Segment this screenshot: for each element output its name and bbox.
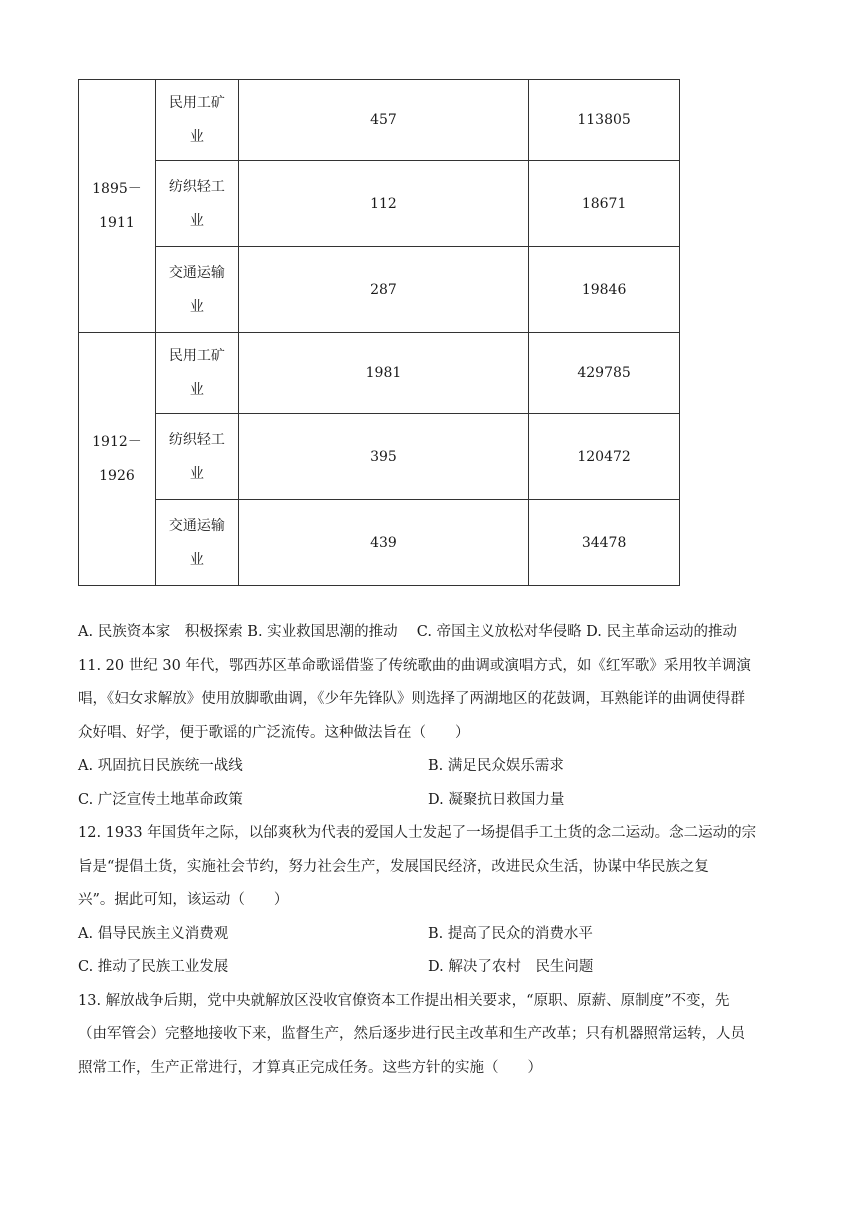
q12-option-a[interactable]: A. 倡导民族主义消费观 — [78, 925, 229, 942]
count-cell: 395 — [238, 414, 528, 500]
industry-cell — [155, 247, 238, 333]
industry-line: 业 — [189, 382, 204, 398]
period-line: 1912－ — [92, 434, 142, 450]
industry-line: 业 — [189, 212, 204, 229]
capital-cell: 19846 — [529, 247, 680, 333]
count-cell: 1981 — [238, 333, 528, 414]
period-cell — [79, 80, 156, 333]
q11-options-row — [78, 750, 783, 784]
q12-options-row — [78, 918, 783, 952]
industry-line: 纺织轻工 — [168, 178, 225, 195]
q11-option-a[interactable]: A. 巩固抗日民族统一战线 — [78, 758, 243, 774]
industry-cell — [155, 333, 238, 414]
count-cell: 439 — [238, 500, 528, 586]
capital-cell: 429785 — [529, 333, 680, 414]
q12-option-b[interactable]: B. 提高了民众的消费水平 — [428, 925, 593, 942]
q13-stem-line: （由军管会）完整地接收下来，监督生产，然后逐步进行民主改革和生产改革；只有机器照常运转，人员 — [78, 1026, 745, 1042]
count-cell: 287 — [238, 247, 528, 333]
period-line: 1895－ — [92, 181, 142, 197]
q12-option-c[interactable]: C. 推动了民族工业发展 — [78, 959, 229, 975]
q11-stem-line: 11. 20 世纪 30 年代，鄂西苏区革命歌谣借鉴了传统歌曲的曲调或演唱方式，如《红军歌》采用牧羊调演 — [78, 657, 751, 674]
q11-stem-line: 唱，《妇女求解放》使用放脚歌曲调，《少年先锋队》则选择了两湖地区的花鼓调，耳熟能详的曲调使得群 — [78, 691, 745, 707]
capital-cell: 18671 — [529, 161, 680, 247]
industry-statistics-table — [78, 79, 680, 586]
period-cell — [79, 333, 156, 586]
q12-stem-line: 12. 1933 年国货年之际，以邰爽秋为代表的爱国人士发起了一场提倡手工土货的念二运动。念二运动的宗 — [78, 825, 757, 841]
q11-option-b[interactable]: B. 满足民众娱乐需求 — [428, 758, 564, 774]
industry-cell — [155, 414, 238, 500]
count-cell: 112 — [238, 161, 528, 247]
q11-options-row — [78, 784, 783, 818]
q11-option-d[interactable]: D. 凝聚抗日救国力量 — [428, 791, 565, 808]
q13-stem-line: 13. 解放战争后期，党中央就解放区没收官僚资本工作提出相关要求，“原职、原薪、原制度”不变，先 — [78, 992, 730, 1009]
q12-option-d[interactable]: D. 解决了农村 民生问题 — [428, 959, 594, 975]
count-cell: 457 — [238, 80, 528, 161]
industry-line: 交通运输 — [168, 264, 225, 281]
capital-cell: 120472 — [529, 414, 680, 500]
industry-line: 业 — [189, 129, 204, 145]
industry-cell — [155, 161, 238, 247]
industry-cell — [155, 500, 238, 586]
capital-cell: 113805 — [529, 80, 680, 161]
period-line: 1926 — [99, 468, 135, 484]
industry-cell — [155, 80, 238, 161]
industry-line: 业 — [189, 298, 204, 315]
industry-line: 交通运输 — [168, 517, 225, 534]
industry-line: 业 — [189, 551, 204, 568]
q12-options-row — [78, 951, 783, 985]
industry-line: 业 — [189, 465, 204, 482]
question-text — [78, 616, 783, 1085]
q11-stem-line: 众好唱、好学，便于歌谣的广泛流传。这种做法旨在（ ） — [78, 724, 470, 741]
capital-cell: 34478 — [529, 500, 680, 586]
industry-line: 纺织轻工 — [168, 431, 225, 448]
q11-option-c[interactable]: C. 广泛宣传土地革命政策 — [78, 791, 243, 808]
industry-line: 民用工矿 — [168, 348, 225, 364]
q10-options: A. 民族资本家 积极探索 B. 实业救国思潮的推动 C. 帝国主义放松对华侵略 D. 民主革命运动的推动 — [78, 624, 738, 640]
industry-line: 民用工矿 — [168, 95, 225, 111]
q12-stem-line: 兴”。据此可知，该运动（ ） — [78, 892, 289, 908]
q13-stem-line: 照常工作，生产正常进行，才算真正完成任务。这些方针的实施（ ） — [78, 1059, 542, 1076]
q12-stem-line: 旨是“提倡土货，实施社会节约，努力社会生产，发展国民经济，改进民众生活，协谋中华民族之复 — [78, 858, 709, 875]
period-line: 1911 — [99, 215, 135, 231]
